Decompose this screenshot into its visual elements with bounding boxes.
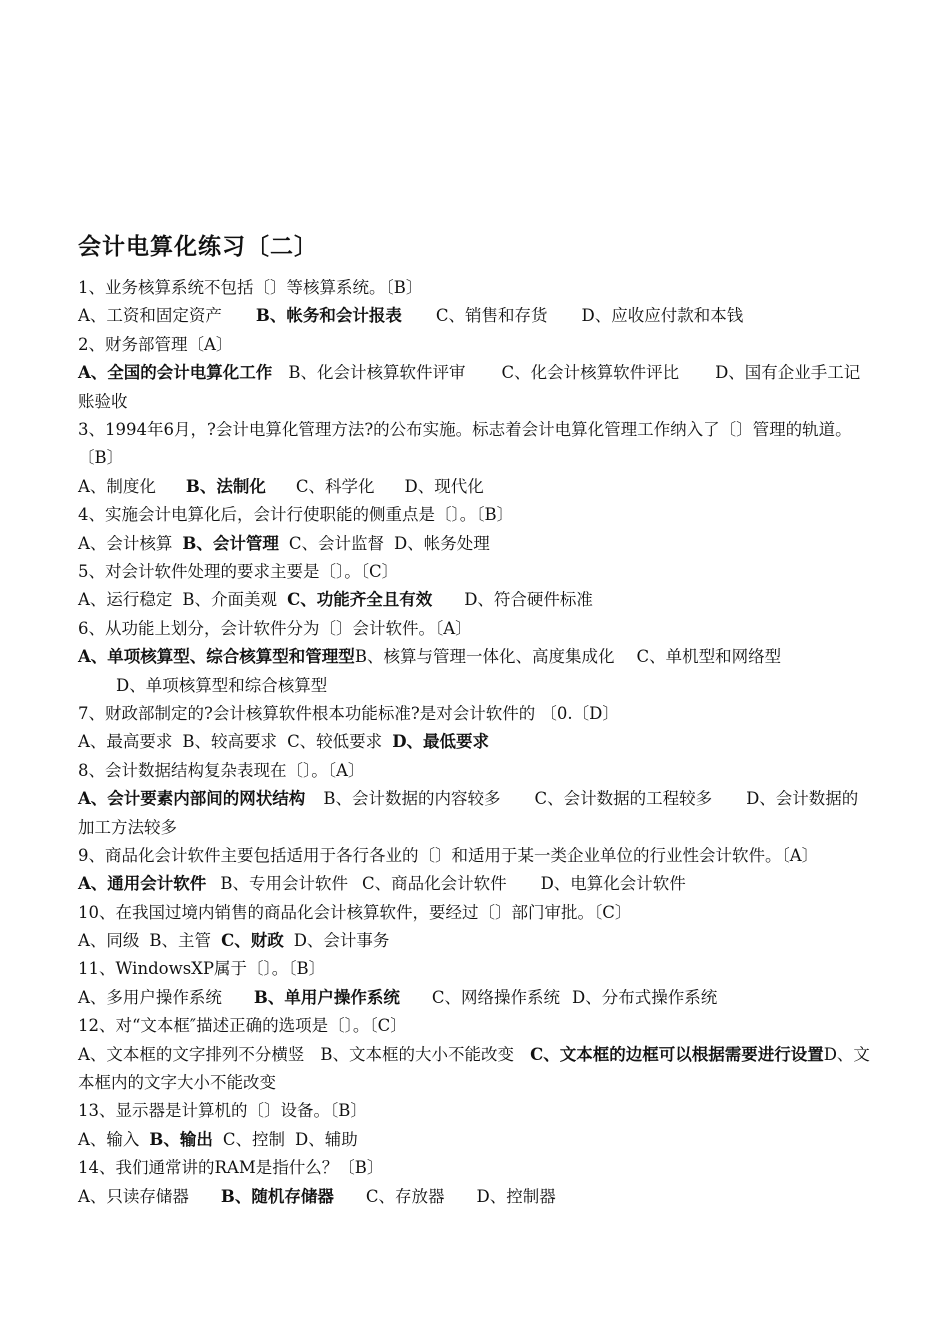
option-14b-correct: B、随机存储器 — [220, 1186, 334, 1206]
options-12 — [78, 1041, 874, 1098]
question-list — [78, 274, 874, 1211]
option-6d: D、单项核算型和综合核算型 — [116, 675, 328, 695]
options-6-row1 — [78, 643, 874, 671]
option-13a: A、输入 — [78, 1129, 140, 1149]
option-2c: C、化会计核算软件评比 — [501, 363, 680, 383]
question-9: 9、商品化会计软件主要包括适用于各行各业的〔〕和适用于某一类企业单位的行业性会计软件。〔A〕 — [78, 845, 819, 865]
question-1: 1、业务核算系统不包括〔〕等核算系统。〔B〕 — [78, 278, 423, 297]
options-8 — [78, 785, 874, 842]
option-4b-correct: B、会计管理 — [182, 533, 279, 553]
option-8d: D、会计数据的加工方法较多 — [78, 789, 859, 837]
options-1 — [78, 302, 874, 330]
option-12a: A、文本框的文字排列不分横竖 — [78, 1044, 305, 1064]
option-1a: A、工资和固定资产 — [78, 306, 222, 326]
option-6b: B、核算与管理一体化、高度集成化 — [354, 647, 615, 667]
options-11 — [78, 984, 874, 1012]
option-4a: A、会计核算 — [78, 533, 173, 553]
option-8b: B、会计数据的内容较多 — [323, 789, 501, 809]
option-13b-correct: B、输出 — [149, 1129, 213, 1149]
options-9 — [78, 870, 874, 898]
document-title: 会计电算化练习〔二〕 — [78, 233, 318, 260]
option-5d: D、符合硬件标准 — [464, 590, 593, 610]
option-9d: D、电算化会计软件 — [540, 874, 686, 894]
question-3: 3、1994年6月，?会计电算化管理方法?的公布实施。标志着会计电算化管理工作纳入了〔〕管理的轨道。〔B〕 — [78, 419, 852, 468]
option-11b-correct: B、单用户操作系统 — [253, 987, 400, 1007]
options-5 — [78, 586, 874, 614]
option-4d: D、帐务处理 — [394, 533, 490, 553]
option-6c: C、单机型和网络型 — [636, 647, 782, 667]
option-10a: A、同级 — [78, 931, 140, 951]
option-10c-correct: C、财政 — [221, 931, 284, 951]
options-7 — [78, 728, 874, 756]
option-3b-correct: B、法制化 — [185, 476, 266, 496]
option-11c: C、网络操作系统 — [431, 987, 560, 1007]
question-7: 7、财政部制定的?会计核算软件根本功能标准?是对会计软件的 〔0.〔D〕 — [78, 703, 619, 723]
option-14a: A、只读存储器 — [78, 1186, 189, 1206]
option-2a-correct: A、全国的会计电算化工作 — [78, 363, 273, 383]
option-14d: D、控制器 — [476, 1186, 556, 1206]
question-10: 10、在我国过境内销售的商品化会计核算软件，要经过〔〕部门审批。〔C〕 — [78, 902, 632, 922]
question-11: 11、WindowsXP属于〔〕。〔B〕 — [78, 959, 326, 979]
option-1b-correct: B、帐务和会计报表 — [255, 306, 402, 326]
option-13d: D、辅助 — [295, 1129, 358, 1149]
option-8a-correct: A、会计要素内部间的网状结构 — [78, 789, 306, 809]
option-7d-correct: D、最低要求 — [392, 732, 489, 752]
option-13c: C、控制 — [222, 1129, 285, 1149]
option-5c-correct: C、功能齐全且有效 — [287, 590, 433, 610]
option-9b: B、专用会计软件 — [220, 874, 348, 894]
option-4c: C、会计监督 — [288, 533, 384, 553]
option-10d: D、会计事务 — [293, 931, 390, 951]
options-4 — [78, 530, 874, 558]
option-6a-correct: A、单项核算型、综合核算型和管理型 — [78, 647, 355, 667]
option-10b: B、主管 — [149, 931, 212, 951]
option-12b: B、文本框的大小不能改变 — [320, 1044, 515, 1064]
option-2d: D、国有企业手工记账验收 — [78, 363, 861, 411]
options-13 — [78, 1126, 874, 1154]
question-5: 5、对会计软件处理的要求主要是〔〕。〔C〕 — [78, 561, 399, 581]
options-14 — [78, 1183, 874, 1211]
question-13: 13、显示器是计算机的〔〕设备。〔B〕 — [78, 1101, 367, 1121]
option-7b: B、较高要求 — [182, 732, 278, 752]
question-4: 4、实施会计电算化后，会计行使职能的侧重点是〔〕。〔B〕 — [78, 505, 514, 525]
question-2: 2、财务部管理〔A〕 — [78, 334, 233, 354]
option-2b: B、化会计核算软件评审 — [288, 363, 466, 383]
option-3a: A、制度化 — [78, 476, 156, 496]
option-5a: A、运行稳定 — [78, 590, 173, 610]
question-8: 8、会计数据结构复杂表现在〔〕。〔A〕 — [78, 760, 365, 780]
option-14c: C、存放器 — [365, 1186, 445, 1206]
question-6: 6、从功能上划分，会计软件分为〔〕会计软件。〔A〕 — [78, 618, 472, 638]
options-6-row2 — [78, 672, 874, 700]
option-12c-correct: C、文本框的边框可以根据需要进行设置 — [530, 1044, 824, 1064]
option-11d: D、分布式操作系统 — [572, 987, 718, 1007]
option-3d: D、现代化 — [404, 476, 484, 496]
option-11a: A、多用户操作系统 — [78, 987, 222, 1007]
option-3c: C、科学化 — [295, 476, 375, 496]
option-7a: A、最高要求 — [78, 732, 173, 752]
option-1c: C、销售和存货 — [435, 306, 548, 326]
question-12: 12、对“文本框″描述正确的选项是〔〕。〔C〕 — [78, 1016, 407, 1036]
option-9c: C、商品化会计软件 — [361, 874, 507, 894]
options-3 — [78, 473, 874, 501]
options-2 — [78, 359, 874, 416]
option-1d: D、应收应付款和本钱 — [581, 306, 744, 326]
option-5b: B、介面美观 — [182, 590, 278, 610]
option-12d: D、文本框内的文字大小不能改变 — [78, 1044, 870, 1093]
options-10 — [78, 927, 874, 955]
option-8c: C、会计数据的工程较多 — [534, 789, 713, 809]
option-9a-correct: A、通用会计软件 — [78, 874, 207, 894]
question-14: 14、我们通常讲的RAM是指什么？〔B〕 — [78, 1158, 384, 1178]
option-7c: C、较低要求 — [287, 732, 383, 752]
